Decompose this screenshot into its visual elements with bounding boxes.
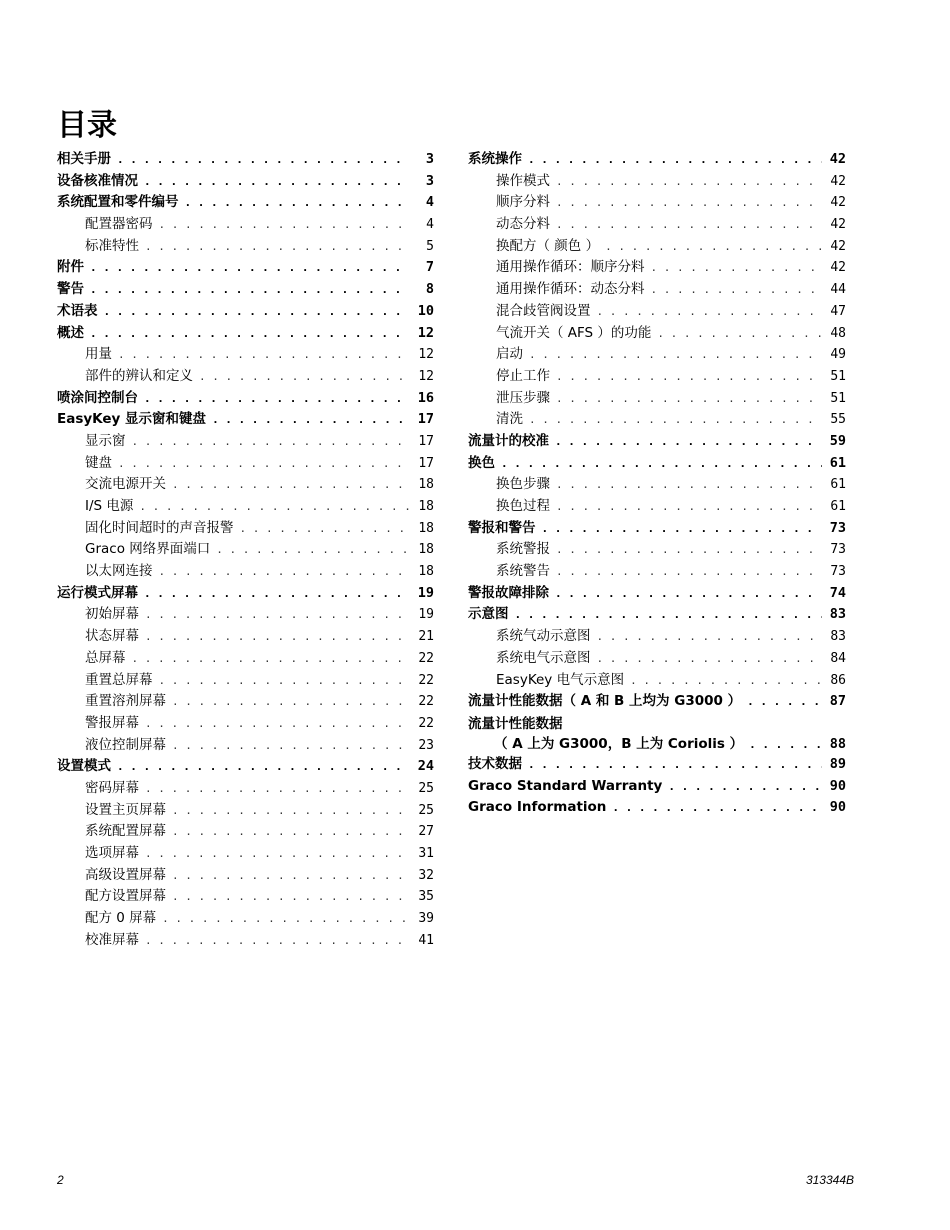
toc-entry-label: 标准特性 (85, 237, 139, 254)
toc-entry[interactable] (468, 518, 846, 540)
toc-entry[interactable] (468, 149, 846, 171)
toc-entry[interactable] (468, 214, 846, 236)
toc-entry-label: 系统气动示意图 (496, 628, 591, 645)
toc-entry-label: 密码屏幕 (85, 779, 139, 796)
toc-entry-page: 73 (829, 519, 846, 536)
toc-entry[interactable] (57, 323, 434, 345)
toc-entry-label: 换配方（ 颜色 ） (496, 237, 600, 254)
toc-entry[interactable] (57, 366, 434, 388)
toc-entry-page: 31 (418, 846, 434, 861)
toc-entry-page: 74 (829, 584, 846, 601)
toc-entry[interactable] (57, 301, 434, 323)
toc-entry[interactable] (57, 257, 434, 279)
toc-entry-page: 84 (830, 650, 846, 666)
dot-leader (145, 236, 410, 258)
dot-leader (529, 409, 822, 431)
toc-entry[interactable] (468, 366, 846, 388)
toc-entry-page: 19 (417, 584, 434, 601)
toc-entry-page: 83 (830, 629, 846, 645)
toc-entry[interactable] (57, 279, 434, 301)
toc-entry[interactable] (468, 171, 846, 193)
toc-entry-page: 48 (830, 325, 846, 341)
toc-entry-label: 清洗 (496, 411, 523, 428)
dot-leader (555, 583, 822, 605)
toc-entry[interactable] (468, 583, 846, 605)
dot-leader (172, 821, 410, 843)
toc-entry[interactable] (468, 626, 846, 648)
toc-entry-label: 概述 (57, 324, 84, 341)
dot-leader (556, 171, 822, 193)
toc-entry-label: 交流电源开关 (85, 476, 166, 493)
dot-leader (159, 561, 411, 583)
toc-entry-label: 配方设置屏幕 (85, 888, 166, 905)
dot-leader (597, 301, 823, 323)
dot-leader (515, 604, 823, 626)
toc-entry-label: 流量计性能数据（ A 和 B 上均为 G3000 ） (468, 693, 742, 710)
toc-entry[interactable] (468, 431, 846, 453)
dot-leader (630, 670, 822, 692)
toc-entry-label: EasyKey 显示窗和键盘 (57, 411, 207, 428)
dot-leader (117, 756, 410, 778)
toc-entry-label-line2: （ A 上为 G3000，B 上为 Coriolis ） (494, 735, 744, 752)
toc-entry-page: 42 (830, 217, 846, 233)
toc-entry[interactable] (57, 388, 434, 410)
dot-leader (555, 431, 822, 453)
toc-entry-label: 状态屏幕 (85, 628, 139, 645)
toc-entry-page: 4 (425, 194, 434, 211)
toc-entry-page: 88 (829, 735, 846, 752)
dot-leader (172, 886, 410, 908)
toc-entry-label: 顺序分料 (496, 194, 550, 211)
toc-entry[interactable] (57, 149, 434, 171)
dot-leader (597, 626, 823, 648)
toc-entry[interactable] (57, 192, 434, 214)
toc-entry-page: 42 (830, 260, 846, 276)
toc-entry-page: 90 (829, 799, 846, 816)
dot-leader (132, 431, 411, 453)
toc-entry-page: 22 (418, 672, 434, 688)
toc-entry-label: Graco Information (468, 799, 607, 816)
dot-leader (90, 279, 410, 301)
toc-entry-label: 总屏幕 (85, 649, 126, 666)
toc-entry-label: 混合歧管阀设置 (496, 302, 591, 319)
toc-entry-label: Graco 网络界面端口 (85, 541, 211, 558)
toc-entry-page: 8 (425, 281, 434, 298)
toc-entry-page: 49 (830, 347, 846, 363)
toc-entry[interactable] (468, 539, 846, 561)
dot-leader (542, 518, 823, 540)
dot-leader (529, 344, 822, 366)
dot-leader (172, 691, 410, 713)
dot-leader (172, 865, 410, 887)
toc-entry-page: 73 (830, 542, 846, 558)
toc-entry[interactable] (468, 257, 846, 279)
dot-leader (668, 776, 822, 798)
toc-entry-label: 泄压步骤 (496, 389, 550, 406)
dot-leader (145, 930, 410, 952)
toc-entry-label: 换色 (468, 454, 495, 471)
toc-entry-label: 选项屏幕 (85, 845, 139, 861)
dot-leader (145, 778, 410, 800)
toc-entry[interactable] (57, 756, 434, 778)
toc-entry[interactable] (57, 886, 434, 908)
toc-entry-label: Graco Standard Warranty (468, 777, 663, 794)
toc-entry-label: 示意图 (468, 606, 509, 623)
dot-leader (144, 583, 410, 605)
toc-entry-page: 47 (830, 303, 846, 319)
dot-leader (657, 323, 822, 345)
toc-entry-page: 3 (425, 151, 434, 167)
toc-entry-page: 61 (830, 499, 846, 514)
toc-entry-page: 51 (830, 390, 846, 406)
dot-leader (118, 344, 410, 366)
dot-leader (749, 735, 822, 755)
toc-entry-label: 重置溶剂屏幕 (85, 693, 166, 710)
toc-entry-page: 42 (830, 238, 846, 254)
dot-leader (651, 279, 823, 301)
toc-entry-page: 90 (829, 777, 846, 794)
toc-entry-page: 19 (418, 607, 434, 623)
dot-leader (556, 214, 822, 236)
toc-entry[interactable] (57, 626, 434, 648)
toc-entry-label: 键盘 (85, 454, 112, 471)
dot-leader (501, 453, 822, 475)
toc-entry-page: 12 (418, 347, 434, 363)
dot-leader (185, 192, 411, 214)
dot-leader (132, 648, 411, 670)
toc-entry-label: 校准屏幕 (85, 931, 139, 948)
toc-entry-label: 术语表 (57, 302, 98, 319)
toc-entry[interactable] (57, 735, 434, 757)
toc-entry-page: 21 (418, 629, 434, 645)
toc-entry-page: 35 (418, 889, 434, 905)
toc-entry-page: 24 (417, 758, 434, 775)
toc-entry-label: 高级设置屏幕 (85, 866, 166, 883)
toc-entry-page: 23 (418, 737, 434, 753)
toc-entry[interactable] (468, 797, 846, 819)
toc-entry-label: 流量计的校准 (468, 432, 549, 449)
toc-entry-page: 73 (830, 564, 846, 580)
toc-entry-label: 用量 (85, 346, 112, 363)
toc-entry[interactable] (468, 648, 846, 670)
toc-entry[interactable] (57, 236, 434, 258)
toc-entry[interactable] (57, 930, 434, 952)
toc-entry-page: 61 (830, 477, 846, 493)
toc-entry-page: 4 (426, 217, 434, 233)
toc-entry-page: 87 (829, 693, 846, 710)
dot-leader (747, 691, 822, 713)
toc-entry-page: 27 (418, 824, 434, 840)
toc-entry-label: 系统配置屏幕 (85, 823, 166, 840)
toc-entry[interactable] (468, 474, 846, 496)
toc-entry[interactable] (57, 800, 434, 822)
toc-entry-page: 18 (418, 564, 434, 580)
toc-entry-label: 设置主页屏幕 (85, 801, 166, 818)
dot-leader (212, 409, 410, 431)
page-title: 目录 (57, 108, 117, 143)
toc-entry[interactable] (468, 323, 846, 345)
toc-entry-label: 通用操作循环：顺序分料 (496, 259, 645, 276)
toc-entry-label: 系统操作 (468, 151, 522, 167)
toc-entry-page: 25 (418, 802, 434, 818)
toc-entry-label: 换色步骤 (496, 476, 550, 493)
toc-entry-label: 固化时间超时的声音报警 (85, 519, 234, 536)
toc-entry[interactable] (57, 865, 434, 887)
toc-entry-label: I/S 电源 (85, 498, 134, 514)
toc-entry-page: 42 (829, 151, 846, 167)
toc-entry-page: 12 (418, 368, 434, 384)
toc-entry[interactable] (57, 496, 434, 518)
toc-entry-page: 44 (830, 282, 846, 298)
toc-entry[interactable] (57, 539, 434, 561)
toc-entry-page: 18 (418, 477, 434, 493)
dot-leader (172, 735, 410, 757)
toc-entry-label: 启动 (496, 346, 523, 363)
toc-entry-label: 附件 (57, 259, 84, 276)
toc-entry-page: 17 (418, 455, 434, 471)
toc-entry[interactable] (57, 431, 434, 453)
dot-leader (145, 713, 410, 735)
dot-leader (90, 257, 410, 279)
toc-entry[interactable] (57, 843, 434, 865)
dot-leader (172, 474, 410, 496)
toc-entry[interactable] (468, 388, 846, 410)
toc-entry-page: 22 (418, 715, 434, 731)
toc-entry-label: 操作模式 (496, 172, 550, 189)
toc-entry[interactable] (57, 908, 434, 930)
dot-leader (216, 539, 410, 561)
dot-leader (556, 496, 822, 518)
dot-leader (159, 670, 411, 692)
dot-leader (612, 797, 822, 819)
toc-left-column (57, 149, 434, 951)
toc-entry-label: 初始屏幕 (85, 606, 139, 623)
toc-entry[interactable] (57, 583, 434, 605)
toc-entry-label: 液位控制屏幕 (85, 736, 166, 753)
toc-entry[interactable] (468, 344, 846, 366)
toc-entry-page: 42 (830, 195, 846, 211)
toc-entry-page: 16 (417, 389, 434, 406)
toc-entry-label: 气流开关（ AFS ）的功能 (496, 324, 652, 341)
dot-leader (651, 257, 823, 279)
dot-leader (139, 496, 410, 518)
toc-entry[interactable] (468, 691, 846, 713)
toc-entry-page: 59 (829, 432, 846, 449)
toc-entry-label: 换色过程 (496, 498, 550, 514)
dot-leader (556, 366, 822, 388)
toc-entry-page: 51 (830, 368, 846, 384)
toc-entry[interactable] (57, 648, 434, 670)
toc-entry-page: 86 (830, 672, 846, 688)
toc-entry[interactable] (57, 670, 434, 692)
toc-entry[interactable] (468, 776, 846, 798)
toc-entry[interactable] (468, 453, 846, 475)
toc-entry[interactable] (57, 604, 434, 626)
toc-entry-label: 显示窗 (85, 432, 126, 449)
toc-entry-label: 技术数据 (468, 755, 522, 772)
dot-leader (118, 453, 410, 475)
dot-leader (159, 214, 411, 236)
dot-leader (556, 561, 822, 583)
toc-right-column (468, 149, 846, 819)
toc-entry[interactable] (57, 713, 434, 735)
toc-entry-label: 警告 (57, 281, 84, 298)
toc-entry[interactable] (468, 192, 846, 214)
toc-entry[interactable] (468, 496, 846, 518)
dot-leader (162, 908, 410, 930)
toc-entry-label: 系统警报 (496, 541, 550, 558)
toc-entry-label: 设置模式 (57, 758, 111, 775)
toc-entry[interactable] (57, 344, 434, 366)
dot-leader (90, 323, 410, 345)
dot-leader (528, 754, 822, 776)
toc-entry[interactable] (57, 518, 434, 540)
toc-entry-page: 17 (417, 411, 434, 428)
toc-entry-page: 42 (830, 173, 846, 189)
toc-entry-label-line1: 流量计性能数据 (468, 715, 563, 732)
toc-entry[interactable] (468, 561, 846, 583)
dot-leader (556, 192, 822, 214)
toc-entry-label: 运行模式屏幕 (57, 584, 138, 601)
footer-doc-number: 313344B (805, 1173, 854, 1187)
dot-leader (556, 474, 822, 496)
toc-entry-page: 89 (829, 755, 846, 772)
toc-entry[interactable] (57, 821, 434, 843)
toc-entry-page: 18 (418, 499, 434, 514)
toc-entry-page: 41 (418, 932, 434, 948)
toc-entry-page: 83 (829, 606, 846, 623)
toc-entry-label: 配置器密码 (85, 216, 153, 233)
toc-entry-label: EasyKey 电气示意图 (496, 671, 625, 688)
toc-entry-page: 22 (418, 650, 434, 666)
toc-entry[interactable] (57, 778, 434, 800)
dot-leader (145, 843, 410, 865)
toc-entry[interactable] (468, 236, 846, 258)
toc-entry-label: 警报故障排除 (468, 584, 549, 601)
toc-entry-page: 18 (418, 542, 434, 558)
toc-entry-multiline[interactable] (468, 714, 846, 754)
dot-leader (240, 518, 411, 540)
footer-page-number: 2 (57, 1173, 64, 1187)
toc-entry-page: 18 (418, 520, 434, 536)
toc-entry[interactable] (57, 409, 434, 431)
toc-entry-label: 警报和警告 (468, 519, 536, 536)
toc-entry-page: 32 (418, 867, 434, 883)
toc-entry[interactable] (468, 754, 846, 776)
dot-leader (145, 626, 410, 648)
toc-entry-page: 25 (418, 780, 434, 796)
dot-leader (556, 388, 822, 410)
toc-entry-page: 39 (418, 911, 434, 927)
toc-entry[interactable] (57, 691, 434, 713)
toc-entry-page: 3 (425, 172, 434, 189)
toc-entry-page: 10 (417, 302, 434, 319)
toc-entry-label: 停止工作 (496, 367, 550, 384)
dot-leader (144, 388, 410, 410)
dot-leader (528, 149, 822, 171)
dot-leader (605, 236, 822, 258)
toc-entry[interactable] (57, 474, 434, 496)
toc-entry-label: 配方 0 屏幕 (85, 910, 157, 927)
toc-entry-label: 设备核准情况 (57, 172, 138, 189)
toc-entry[interactable] (57, 214, 434, 236)
toc-entry-label: 系统配置和零件编号 (57, 194, 179, 211)
toc-entry-page: 22 (418, 694, 434, 710)
toc-entry-page: 61 (829, 454, 846, 471)
toc-entry-label: 警报屏幕 (85, 714, 139, 731)
dot-leader (172, 800, 410, 822)
dot-leader (104, 301, 411, 323)
toc-entry-label: 相关手册 (57, 151, 111, 167)
dot-leader (144, 171, 410, 193)
toc-entry[interactable] (57, 453, 434, 475)
toc-entry[interactable] (57, 171, 434, 193)
toc-entry[interactable] (468, 670, 846, 692)
dot-leader (199, 366, 410, 388)
dot-leader (597, 648, 823, 670)
dot-leader (145, 604, 410, 626)
toc-entry-label: 以太网连接 (85, 563, 153, 580)
toc-entry[interactable] (57, 561, 434, 583)
dot-leader (117, 149, 410, 171)
toc-entry-page: 55 (830, 412, 846, 428)
toc-entry[interactable] (468, 604, 846, 626)
toc-entry-page: 12 (417, 324, 434, 341)
toc-entry[interactable] (468, 301, 846, 323)
toc-entry-label: 重置总屏幕 (85, 671, 153, 688)
toc-entry[interactable] (468, 279, 846, 301)
toc-entry-page: 7 (425, 259, 434, 276)
toc-entry-label: 动态分料 (496, 216, 550, 233)
toc-entry-label: 部件的辨认和定义 (85, 367, 193, 384)
toc-entry-page: 5 (426, 238, 434, 254)
toc-entry-label: 系统警告 (496, 563, 550, 580)
toc-entry[interactable] (468, 409, 846, 431)
dot-leader (556, 539, 822, 561)
toc-entry-label: 喷涂间控制台 (57, 389, 138, 406)
toc-entry-label: 系统电气示意图 (496, 649, 591, 666)
toc-entry-label: 通用操作循环：动态分料 (496, 281, 645, 298)
toc-entry-page: 17 (418, 433, 434, 449)
